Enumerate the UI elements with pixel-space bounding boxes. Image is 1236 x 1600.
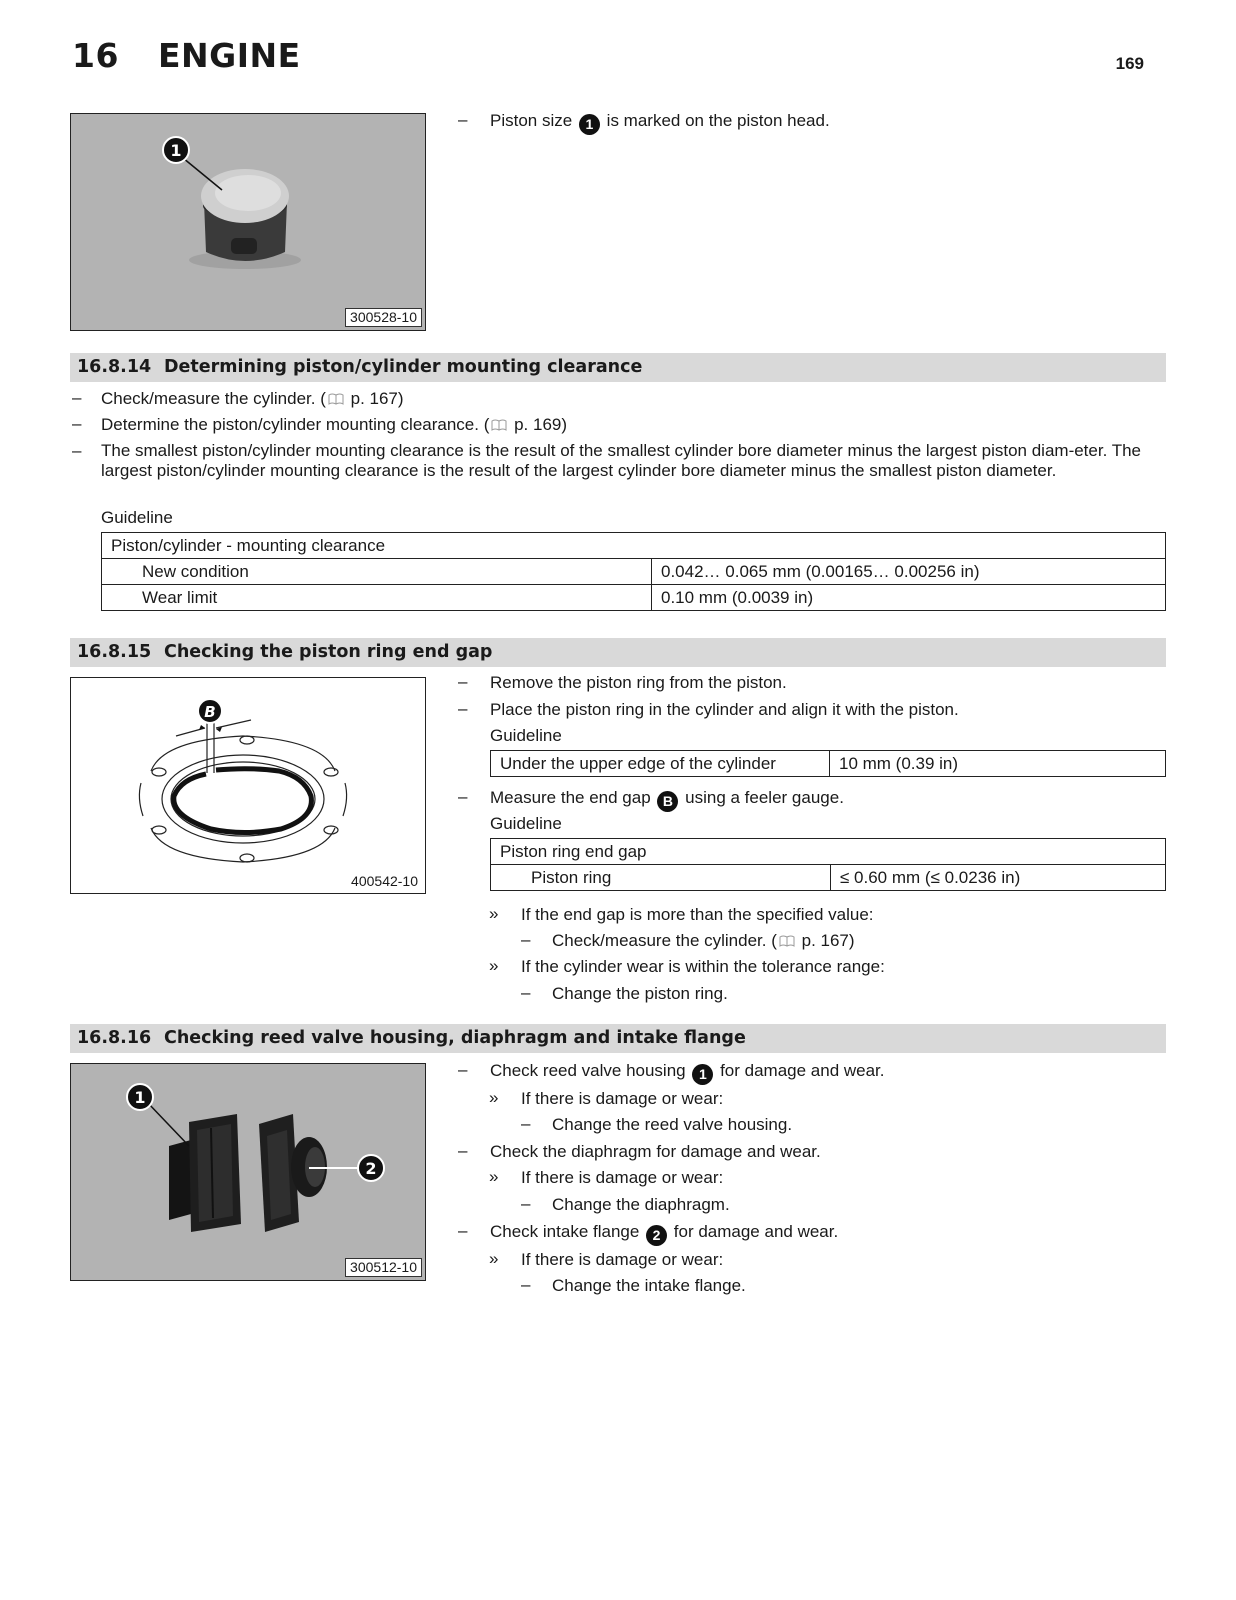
reed-valve-callout-2: 2 [365,1159,377,1178]
piston-size-note [490,110,830,135]
dash-bullet: – [458,110,468,129]
guideline-label: Guideline [490,726,562,745]
text: Check intake flange [490,1222,645,1241]
text: Check/measure the cylinder. ( [552,931,777,950]
table-cell-value: ≤ 0.60 mm (≤ 0.0236 in) [831,865,1166,891]
reed-valve-callout-1: 1 [134,1088,146,1107]
chevron-bullet: » [489,1249,499,1268]
piston-photo [70,113,426,331]
ring-position-table [490,750,1166,777]
dash-bullet: – [72,441,82,460]
mounting-clearance-table [101,532,1166,611]
callout-badge-1: 1 [579,114,600,135]
text: for damage and wear. [715,1061,885,1080]
dash-bullet: – [521,1275,531,1294]
piston-illustration [71,114,426,331]
book-reference-icon [779,935,795,947]
s16-action-2: Change the diaphragm. [552,1195,730,1214]
s15-action-1 [552,930,855,952]
page-reference: p. 167) [796,931,855,950]
s15-step-3 [490,787,844,812]
table-row [491,751,1166,777]
chevron-bullet: » [489,956,499,975]
section-number: 16.8.15 [77,642,152,662]
s15-condition-2: If the cylinder wear is within the tolerance range: [521,957,885,976]
dash-bullet: – [458,1221,468,1240]
dash-bullet: – [458,1060,468,1079]
text: Check reed valve housing [490,1061,691,1080]
table-cell-value: 0.042… 0.065 mm (0.00165… 0.00256 in) [652,559,1166,585]
table-cell-value: 10 mm (0.39 in) [830,751,1166,777]
section-number: 16.8.14 [77,357,152,377]
s14-step-1 [101,388,404,410]
figure-id: 400542-10 [347,873,422,890]
dash-bullet: – [458,787,468,806]
table-cell-label: Wear limit [102,585,652,611]
cylinder-ring-illustration [71,678,426,894]
page-reference: p. 169) [509,415,568,434]
guideline-label: Guideline [490,814,562,833]
text: Piston size [490,111,577,130]
s15-action-2: Change the piston ring. [552,984,728,1003]
section-number: 16.8.16 [77,1028,152,1048]
s15-step-2: Place the piston ring in the cylinder and align it with the piston. [490,700,959,719]
book-reference-icon [328,393,344,405]
section-title: Checking reed valve housing, diaphragm and intake flange [164,1028,746,1048]
guideline-label: Guideline [101,508,173,527]
table-row [491,865,1166,891]
table-header-cell: Piston ring end gap [491,839,1166,865]
chapter-number: 16 [72,36,119,75]
table-header-row [491,839,1166,865]
text: is marked on the piston head. [601,111,830,130]
reed-valve-photo [70,1063,426,1281]
section-title: Determining piston/cylinder mounting clearance [164,357,643,377]
callout-badge-2: 2 [646,1225,667,1246]
table-row [102,559,1166,585]
ring-gap-callout-b: B [204,703,216,721]
dash-bullet: – [521,983,531,1002]
table-cell-label: Under the upper edge of the cylinder [491,751,830,777]
s15-condition-1: If the end gap is more than the specified value: [521,905,874,924]
chapter-heading [72,36,301,75]
dash-bullet: – [521,930,531,949]
s14-step-2 [101,414,567,436]
s16-step-3 [490,1221,838,1246]
section-heading-16-8-14 [70,353,1166,382]
chevron-bullet: » [489,904,499,923]
book-reference-icon [491,419,507,431]
dash-bullet: – [72,414,82,433]
piston-ring-gap-drawing [70,677,426,894]
text: using a feeler gauge. [680,788,844,807]
table-cell-label: New condition [102,559,652,585]
chevron-bullet: » [489,1088,499,1107]
dash-bullet: – [521,1194,531,1213]
s16-step-1 [490,1060,885,1085]
section-heading-16-8-15 [70,638,1166,667]
s16-condition-1: If there is damage or wear: [521,1089,724,1108]
s16-condition-3: If there is damage or wear: [521,1250,724,1269]
dash-bullet: – [458,1141,468,1160]
s16-action-3: Change the intake flange. [552,1276,746,1295]
text: Determine the piston/cylinder mounting clearance. ( [101,415,490,434]
figure-id: 300528-10 [345,308,422,327]
dash-bullet: – [458,672,468,691]
ring-end-gap-table [490,838,1166,891]
table-row [102,585,1166,611]
table-header-cell: Piston/cylinder - mounting clearance [102,533,1166,559]
table-cell-value: 0.10 mm (0.0039 in) [652,585,1166,611]
callout-badge-b: B [657,791,678,812]
dash-bullet: – [72,388,82,407]
chevron-bullet: » [489,1167,499,1186]
chapter-title: ENGINE [158,36,301,75]
dash-bullet: – [521,1114,531,1133]
text: for damage and wear. [669,1222,839,1241]
s14-step-3: The smallest piston/cylinder mounting clearance is the result of the smallest cylinder bore diameter minus the largest piston diam-eter. The largest piston/cylinder mounting clearance is the result of the largest cylinder bore diameter minus the smallest piston diameter. [101,441,1142,480]
table-cell-label: Piston ring [491,865,831,891]
table-header-row [102,533,1166,559]
s15-step-1: Remove the piston ring from the piston. [490,673,787,692]
section-title: Checking the piston ring end gap [164,642,493,662]
reed-valve-illustration [71,1064,426,1281]
s16-step-2: Check the diaphragm for damage and wear. [490,1142,821,1161]
page-number: 169 [1115,54,1144,73]
s16-condition-2: If there is damage or wear: [521,1168,724,1187]
s16-action-1: Change the reed valve housing. [552,1115,793,1134]
text: Check/measure the cylinder. ( [101,389,326,408]
dash-bullet: – [458,699,468,718]
figure-id: 300512-10 [345,1258,422,1277]
callout-badge-1: 1 [692,1064,713,1085]
page-reference: p. 167) [345,389,404,408]
text: Measure the end gap [490,788,656,807]
piston-callout-1: 1 [170,141,182,160]
section-heading-16-8-16 [70,1024,1166,1053]
